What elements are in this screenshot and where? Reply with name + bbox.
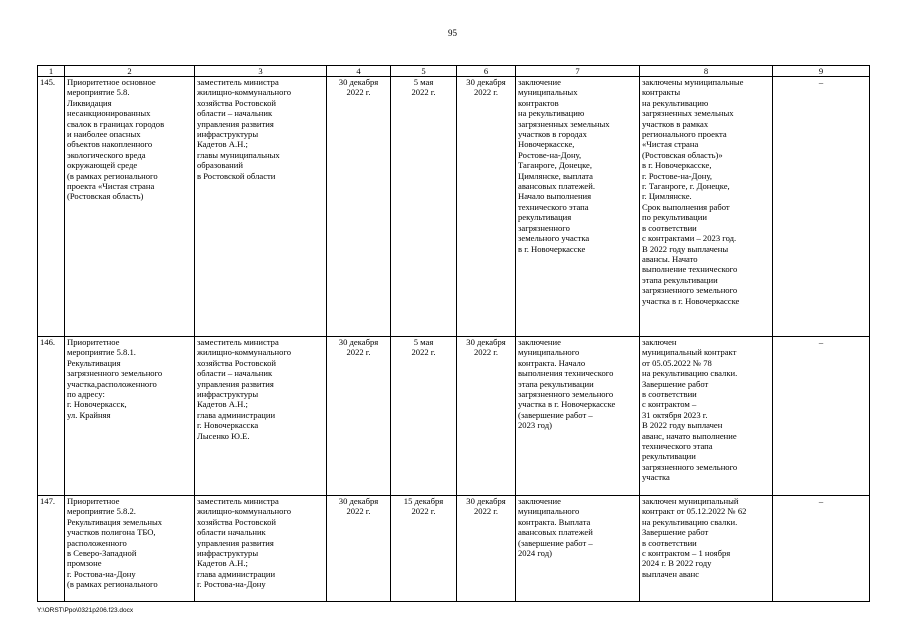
cell-line: рекультивация [518,212,572,223]
cell-line: инфраструктуры [197,389,259,400]
cell-line: 30 декабря [466,496,506,506]
cell-line: Ростове-на-Дону, [518,149,582,160]
cell-line: проекта «Чистая страна [67,181,155,192]
cell-line: от 05.05.2022 № 78 [642,357,712,368]
col-header-8: 8 [640,66,773,77]
cell-line: Кадетов А.Н.; [197,139,248,150]
cell-line: этапа рекультивации [642,274,718,285]
cell-line: выполнения технического [518,368,614,379]
cell-line: 31 октября 2023 г. [642,409,708,420]
cell-line: Рекультивация [67,357,121,368]
problems-cell [773,337,870,496]
end-date-cell [457,77,516,337]
cell-line: главы муниципальных [197,149,280,160]
cell-line: участка в г. Новочеркасске [518,399,616,410]
plan-date-cell [327,496,391,602]
actual-result-cell [640,337,773,496]
cell-line: хозяйства Ростовской [197,357,276,368]
cell-line: инфраструктуры [197,548,259,559]
cell-line: области – начальник [197,368,273,379]
measure-cell [65,337,195,496]
col-header-9: 9 [773,66,870,77]
problems-cell [773,496,870,602]
cell-line: муниципального [518,506,580,517]
cell-line: 2022 г. [411,506,436,517]
cell-line: области – начальник [197,108,273,119]
cell-line: участка [642,472,670,483]
cell-line: Новочеркасске, [518,139,575,150]
cell-line: загрязненного земельного [642,285,738,296]
cell-line: несанкционированных [67,108,151,119]
cell-line: участков в городах [518,129,587,140]
cell-line: в соответствии [642,389,697,400]
cell-line: Ликвидация [67,97,112,108]
cell-line: авансовых платежей. [518,181,595,192]
cell-line: загрязненных земельных [518,118,610,129]
cell-line: на рекультивацию [642,97,709,108]
cell-line: 2022 г. [473,347,499,358]
table-row [38,337,870,496]
cell-line: – [818,337,824,347]
cell-line: технического этапа [518,201,589,212]
actual-result-cell [640,77,773,337]
cell-line: Срок выполнения работ [642,201,730,212]
cell-line: Приоритетное [67,496,120,506]
cell-line: Рекультивация земельных [67,516,163,527]
cell-line: 2022 г. [346,347,371,358]
responsible-cell [195,337,327,496]
cell-line: в г. Новочеркасске, [642,160,712,171]
cell-line: управления развития [197,537,274,548]
cell-line: мероприятие 5.8.2. [67,506,136,517]
cell-line: муниципальных [518,87,578,98]
cell-line: загрязненного земельного [67,368,163,379]
cell-line: 30 декабря [338,337,379,347]
row-number-cell: 145. [38,77,65,337]
row-number-cell: 147. [38,496,65,602]
cell-line: Завершение работ [642,378,709,389]
col-header-4: 4 [327,66,391,77]
cell-line: г. Новочеркасск, [67,399,127,410]
cell-line: Кадетов А.Н.; [197,558,248,569]
start-date-cell [391,337,457,496]
cell-line: образований [197,160,243,171]
cell-line: рекультивации [642,451,696,462]
cell-line: жилищно-коммунального [197,347,292,358]
cell-line: (в рамках регионального [67,170,158,181]
plan-date-cell [327,337,391,496]
col-header-6: 6 [457,66,516,77]
expected-result-cell [516,77,640,337]
cell-line: В 2022 году выплачен [642,420,723,431]
cell-line: загрязненного земельного [518,389,614,400]
cell-line: 2024 год) [518,548,552,559]
cell-line: заместитель министра [197,496,279,506]
report-table [37,65,870,602]
cell-line: свалок в границах городов [67,118,165,129]
cell-line: В 2022 году выплачены [642,243,729,254]
cell-line: по рекультивации [642,212,707,223]
responsible-cell [195,77,327,337]
cell-line: глава администрации [197,568,276,579]
cell-line: заключен муниципальный [642,496,739,506]
cell-line: авансовых платежей [518,527,593,538]
col-header-2: 2 [65,66,195,77]
measure-cell [65,77,195,337]
cell-line: экологического вреда [67,149,146,160]
cell-line: 2022 г. [473,87,499,98]
cell-line: этапа рекультивации [518,378,594,389]
cell-line: муниципальный контракт [642,347,737,358]
expected-result-cell [516,496,640,602]
cell-line: хозяйства Ростовской [197,97,276,108]
cell-line: Таганроге, Донецке, [518,160,592,171]
cell-line: 2022 г. [346,87,371,98]
col-header-5: 5 [391,66,457,77]
file-path-footer: Y:\ORST\Ppo\0321p206.f23.docx [37,607,134,614]
cell-line: загрязненных земельных [642,108,734,119]
cell-line: заключены муниципальные [642,77,744,87]
start-date-cell [391,496,457,602]
cell-line: 30 декабря [466,77,506,87]
col-header-3: 3 [195,66,327,77]
header-row [38,66,870,77]
cell-line: 2022 г. [411,87,436,98]
table-row [38,77,870,337]
cell-line: заключен [642,337,677,347]
cell-line: 2022 г. [346,506,371,517]
cell-line: выплачен аванс [642,568,700,579]
cell-line: с контрактами – 2023 год. [642,233,737,244]
cell-line: г. Ростове-на-Дону, [642,170,712,181]
page-number: 95 [448,28,457,38]
cell-line: объектов накопленного [67,139,153,150]
cell-line: инфраструктуры [197,129,259,140]
cell-line: г. Цимлянске. [642,191,692,202]
cell-line: на рекультивацию свалки. [642,368,738,379]
cell-line: (завершение работ – [518,409,593,420]
cell-line: заключение [518,77,561,87]
cell-line: контрактов [518,97,559,108]
cell-line: загрязненного [518,222,570,233]
measure-cell [65,496,195,602]
cell-line: 15 декабря [403,496,444,506]
cell-line: регионального проекта [642,129,727,140]
responsible-cell [195,496,327,602]
cell-line: окружающей среде [67,160,138,171]
cell-line: (в рамках регионального [67,579,158,590]
plan-date-cell [327,77,391,337]
cell-line: технического этапа [642,441,713,452]
cell-line: Цимлянске, выплата [518,170,593,181]
cell-line: в Северо-Западной [67,548,137,559]
col-header-1: 1 [38,66,65,77]
cell-line: участка в г. Новочеркасске [642,295,740,306]
cell-line: в г. Новочеркасске [518,243,586,254]
cell-line: муниципального [518,347,580,358]
cell-line: области начальник [197,527,266,538]
cell-line: контракта. Начало [518,357,586,368]
cell-line: 2022 г. [473,506,499,517]
cell-line: 2022 г. [411,347,436,358]
cell-line: – [818,77,824,87]
cell-line: авансы. Начато [642,253,698,264]
cell-line: 5 мая [413,337,434,347]
row-number-cell: 146. [38,337,65,496]
cell-line: контракты [642,87,681,98]
cell-line: Приоритетное основное [67,77,156,87]
cell-line: в Ростовской области [197,170,276,181]
cell-line: на рекультивацию свалки. [642,516,738,527]
cell-line: участка,расположенного [67,378,157,389]
cell-line: хозяйства Ростовской [197,516,276,527]
problems-cell [773,77,870,337]
cell-line: 30 декабря [338,77,379,87]
cell-line: участков полигона ТБО, [67,527,156,538]
cell-line: г. Ростова-на-Дону [197,579,266,590]
cell-line: Лысенко Ю.Е. [197,430,250,441]
cell-line: Кадетов А.Н.; [197,399,248,410]
cell-line: на рекультивацию [518,108,585,119]
cell-line: Завершение работ [642,527,709,538]
cell-line: 5 мая [413,77,434,87]
cell-line: «Чистая страна [642,139,699,150]
cell-line: жилищно-коммунального [197,506,292,517]
cell-line: г. Новочеркасска [197,420,259,431]
start-date-cell [391,77,457,337]
cell-line: г. Ростова-на-Дону [67,568,136,579]
cell-line: г. Таганроге, г. Донецке, [642,181,730,192]
cell-line: 2023 год) [518,420,552,431]
cell-line: промзоне [67,558,102,569]
table-row [38,496,870,602]
cell-line: – [818,496,824,506]
cell-line: глава администрации [197,409,276,420]
cell-line: (завершение работ – [518,537,593,548]
cell-line: по адресу: [67,389,105,400]
cell-line: контракта. Выплата [518,516,591,527]
cell-line: жилищно-коммунального [197,87,292,98]
cell-line: Приоритетное [67,337,120,347]
cell-line: аванс, начато выполнение [642,430,737,441]
cell-line: заключение [518,496,561,506]
cell-line: мероприятие 5.8.1. [67,347,136,358]
cell-line: участков в рамках [642,118,709,129]
cell-line: Начало выполнения [518,191,592,202]
cell-line: 30 декабря [466,337,506,347]
cell-line: расположенного [67,537,127,548]
cell-line: загрязненного земельного [642,461,738,472]
cell-line: с контрактом – [642,399,697,410]
actual-result-cell [640,496,773,602]
cell-line: заместитель министра [197,77,279,87]
cell-line: управления развития [197,378,274,389]
cell-line: 30 декабря [338,496,379,506]
cell-line: ул. Крайняя [67,409,111,420]
cell-line: и наиболее опасных [67,129,141,140]
cell-line: (Ростовская область) [67,191,144,202]
col-header-7: 7 [516,66,640,77]
cell-line: выполнение технического [642,264,738,275]
cell-line: управления развития [197,118,274,129]
cell-line: с контрактом – 1 ноября [642,548,731,559]
cell-line: земельного участка [518,233,590,244]
cell-line: заместитель министра [197,337,279,347]
cell-line: (Ростовская область)» [642,149,723,160]
cell-line: 2024 г. В 2022 году [642,558,712,569]
cell-line: заключение [518,337,561,347]
cell-line: в соответствии [642,222,697,233]
end-date-cell [457,496,516,602]
cell-line: мероприятие 5.8. [67,87,130,98]
cell-line: контракт от 05.12.2022 № 62 [642,506,747,517]
end-date-cell [457,337,516,496]
cell-line: в соответствии [642,537,697,548]
expected-result-cell [516,337,640,496]
